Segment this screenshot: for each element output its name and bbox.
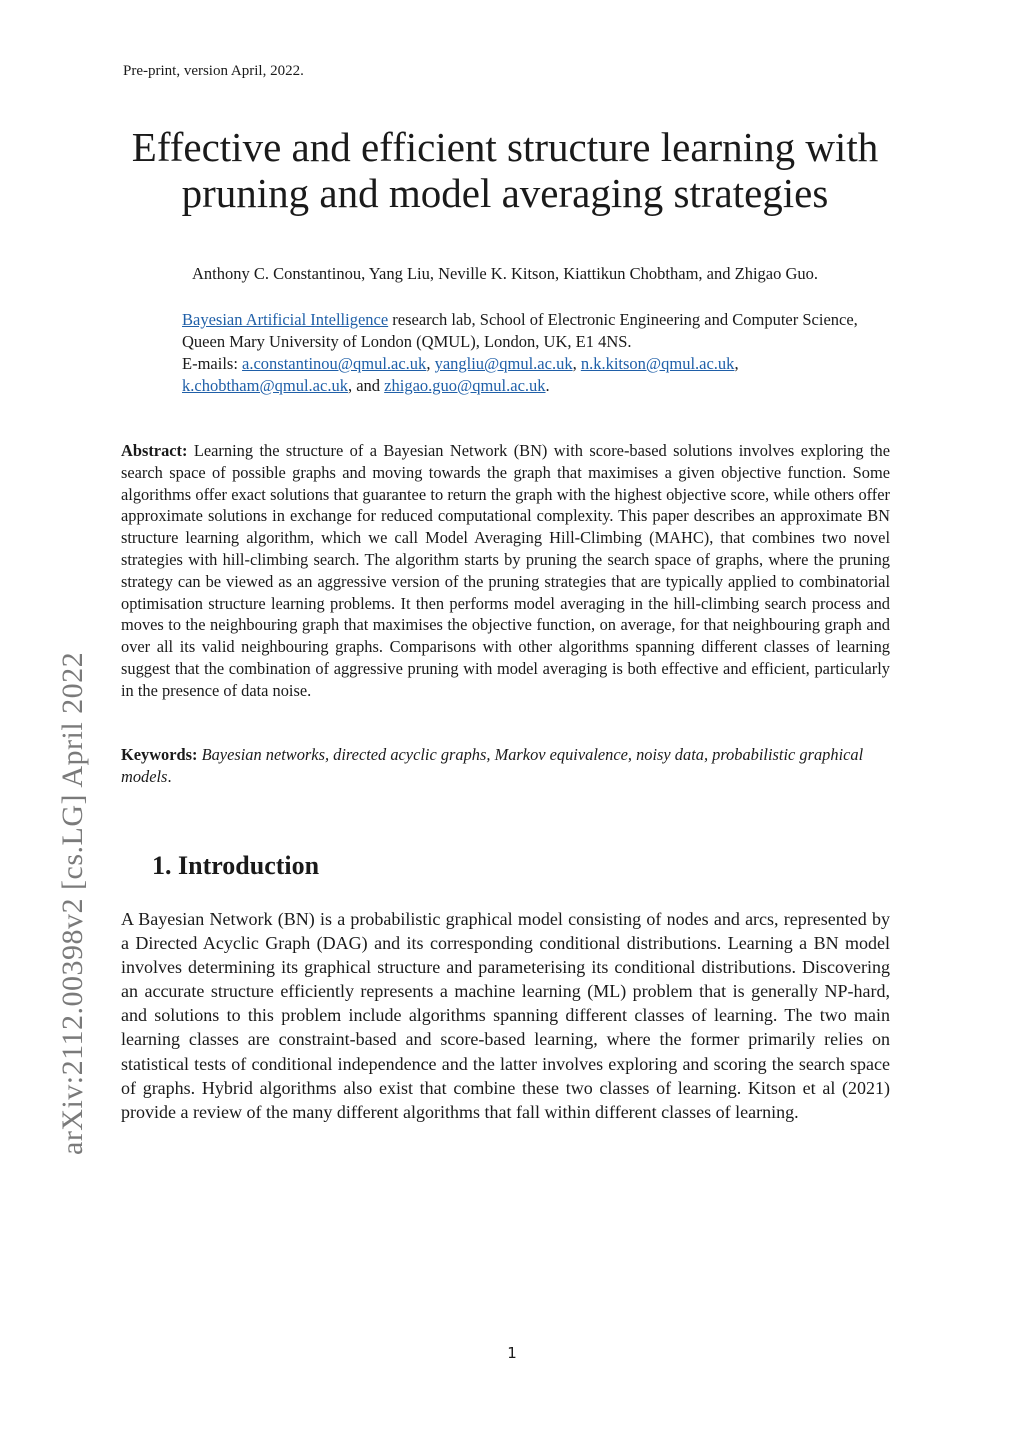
keywords-label: Keywords: xyxy=(121,745,198,764)
abstract-label: Abstract: xyxy=(121,441,188,460)
section-heading-introduction: 1. Introduction xyxy=(152,851,320,880)
abstract-text: Learning the structure of a Bayesian Network (BN) with score-based solutions involves exploring the search space of possible graphs and moving towards the graph that maximises a given objective function. Some algorithms offer exact solutions that guarantee to return the graph with the highest objective score, while others offer approximate solutions in exchange for reduced computational complexity. This paper describes an approximate BN structure learning algorithm, which we call Model Averaging Hill-Climbing (MAHC), that combines two novel strategies with hill-climbing search. The algorithm starts by pruning the search space of graphs, where the pruning strategy can be viewed as an aggressive version of the pruning strategies that are typically applied to combinatorial optimisation structure learning problems. It then performs model averaging in the hill-climbing search process and moves to the neighbouring graph that maximises the objective function, on average, for that neighbouring graph and over all its valid neighbouring graphs. Comparisons with other algorithms spanning different classes of learning suggest that the combination of aggressive pruning with model averaging is both effective and efficient, particularly in the presence of data noise. xyxy=(121,441,890,700)
email-end-period: . xyxy=(545,376,550,395)
affiliation-block xyxy=(182,309,902,397)
preprint-note: Pre-print, version April, 2022. xyxy=(123,63,304,79)
email-link-chobtham[interactable]: k.chobtham@qmul.ac.uk xyxy=(182,376,348,395)
keywords-end: . xyxy=(167,766,172,786)
introduction-paragraph: A Bayesian Network (BN) is a probabilistic graphical model consisting of nodes and arcs, represented by a Directed Acyclic Graph (DAG) and its corresponding conditional distributions. Learning a BN model involves determining its graphical structure and parameterising its conditional distributions. Discovering an accurate structure efficiently represents a machine learning (ML) problem that is generally NP-hard, and solutions to this problem include algorithms spanning different classes of learning. The two main learning classes are constraint-based and score-based learning, where the former primarily relies on statistical tests of conditional independence and the latter involves exploring and scoring the search space of graphs. Hybrid algorithms also exist that combine these two classes of learning. Kitson et al (2021) provide a review of the many different algorithms that fall within different classes of learning. xyxy=(121,909,890,1122)
arxiv-identifier-stamp: arXiv:2112.00398v2 [cs.LG] April 2022 xyxy=(56,651,89,1155)
email-link-constantinou[interactable]: a.constantinou@qmul.ac.uk xyxy=(242,354,427,373)
title-line-1: Effective and efficient structure learning with xyxy=(131,124,879,170)
title-line-2: pruning and model averaging strategies xyxy=(181,170,829,216)
email-separator: , xyxy=(572,354,581,373)
email-separator: , xyxy=(426,354,435,373)
email-separator: , xyxy=(734,354,739,373)
paper-title xyxy=(100,124,910,216)
affiliation-text: research lab, School of Electronic Engineering and Computer Science, Queen Mary University of London (QMUL), London, UK, E1 4NS. xyxy=(182,310,858,351)
keywords-text: Bayesian networks, directed acyclic graphs, Markov equivalence, noisy data, probabilistic graphical models xyxy=(121,745,864,786)
page-number: 1 xyxy=(507,1344,517,1362)
email-separator: , and xyxy=(347,376,385,395)
author-list: Anthony C. Constantinou, Yang Liu, Neville K. Kitson, Kiattikun Chobtham, and Zhigao Guo. xyxy=(191,264,819,283)
lab-link[interactable]: Bayesian Artificial Intelligence xyxy=(182,310,389,329)
email-link-guo[interactable]: zhigao.guo@qmul.ac.uk xyxy=(384,376,546,395)
email-link-yangliu[interactable]: yangliu@qmul.ac.uk xyxy=(434,354,573,373)
email-link-kitson[interactable]: n.k.kitson@qmul.ac.uk xyxy=(580,354,735,373)
keywords xyxy=(121,744,890,788)
emails-label: E-mails: xyxy=(182,354,243,373)
abstract xyxy=(121,440,890,702)
